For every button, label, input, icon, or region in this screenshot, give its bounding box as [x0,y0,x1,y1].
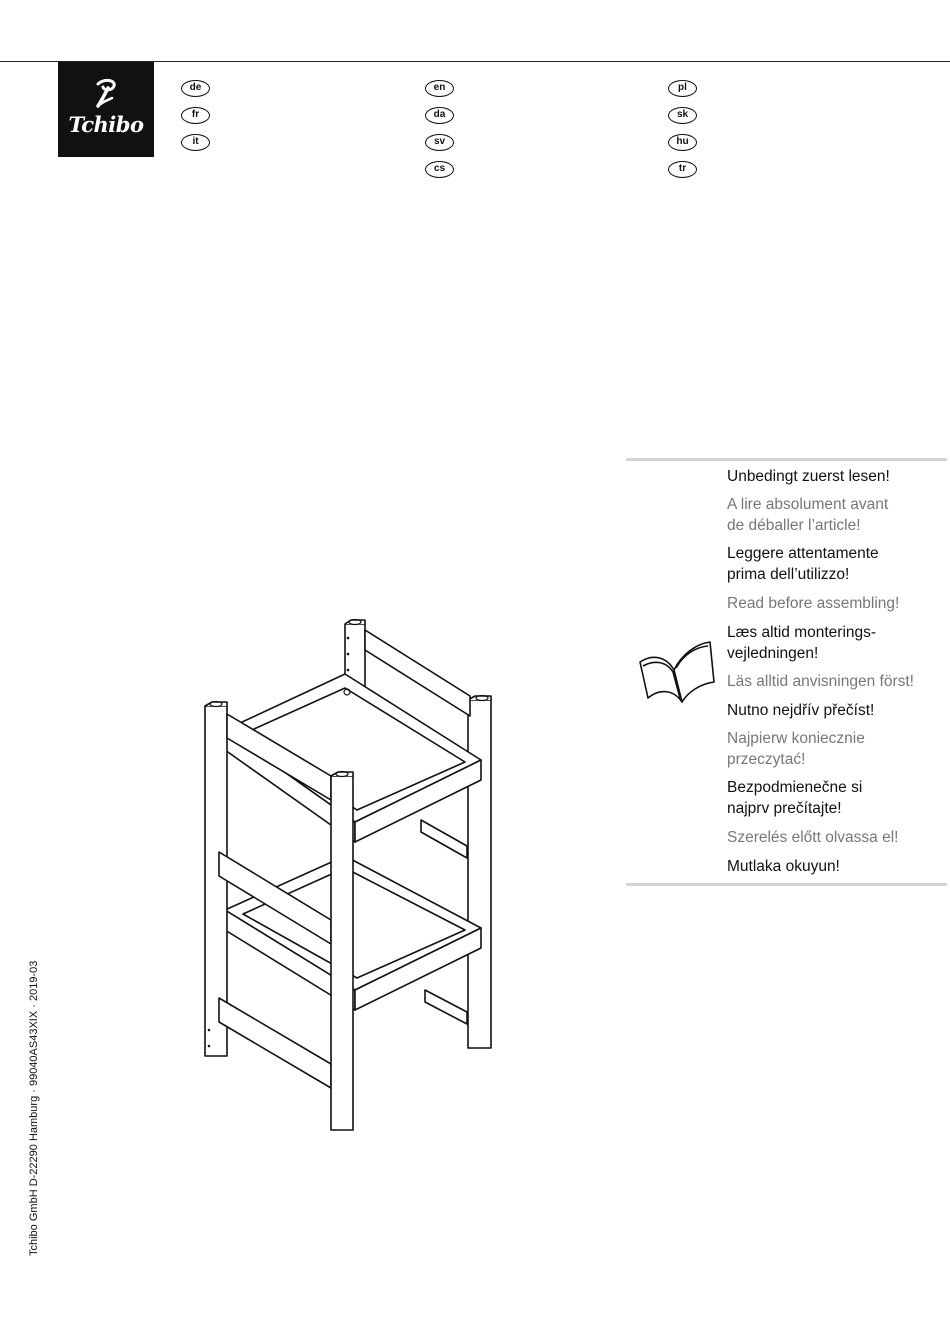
read-first-message: Nutno nejdřív přečíst! [727,702,875,719]
tchibo-logo [58,62,154,157]
read-first-message: Leggere attentamente prima dell’utilizzo! [727,545,879,583]
read-first-message: Najpierw koniecznie przeczytać! [727,730,865,768]
box-bottom-rule [626,883,947,886]
box-top-rule [626,458,947,461]
language-badge-cs: cs [425,161,454,178]
read-first-message: Read before assembling! [727,595,900,612]
read-first-message: Läs alltid anvisningen först! [727,673,914,690]
language-badge-da: da [425,107,454,124]
read-first-message: A lire absolument avant de déballer l’article! [727,496,889,534]
shelf-unit-illustration [195,610,495,1140]
language-badge-sk: sk [668,107,697,124]
read-first-message: Bezpodmienečne si najprv prečítajte! [727,779,863,817]
tchibo-mark-icon [58,76,154,110]
language-badge-de: de [181,80,210,97]
language-badge-hu: hu [668,134,697,151]
read-first-message: Szerelés előtt olvassa el! [727,829,899,846]
imprint-text: Tchibo GmbH D-22290 Hamburg · 99040AS43XIX · 2019-03 [28,960,40,1256]
language-badge-sv: sv [425,134,454,151]
read-first-message: Unbedingt zuerst lesen! [727,468,890,485]
language-badge-en: en [425,80,454,97]
brand-wordmark: Tchibo [68,112,144,137]
language-badge-fr: fr [181,107,210,124]
read-first-message: Mutlaka okuyun! [727,858,840,875]
language-badge-pl: pl [668,80,697,97]
open-book-icon [636,632,718,704]
language-badge-it: it [181,134,210,151]
read-first-message: Læs altid monterings- vejledningen! [727,624,877,662]
language-badge-tr: tr [668,161,697,178]
